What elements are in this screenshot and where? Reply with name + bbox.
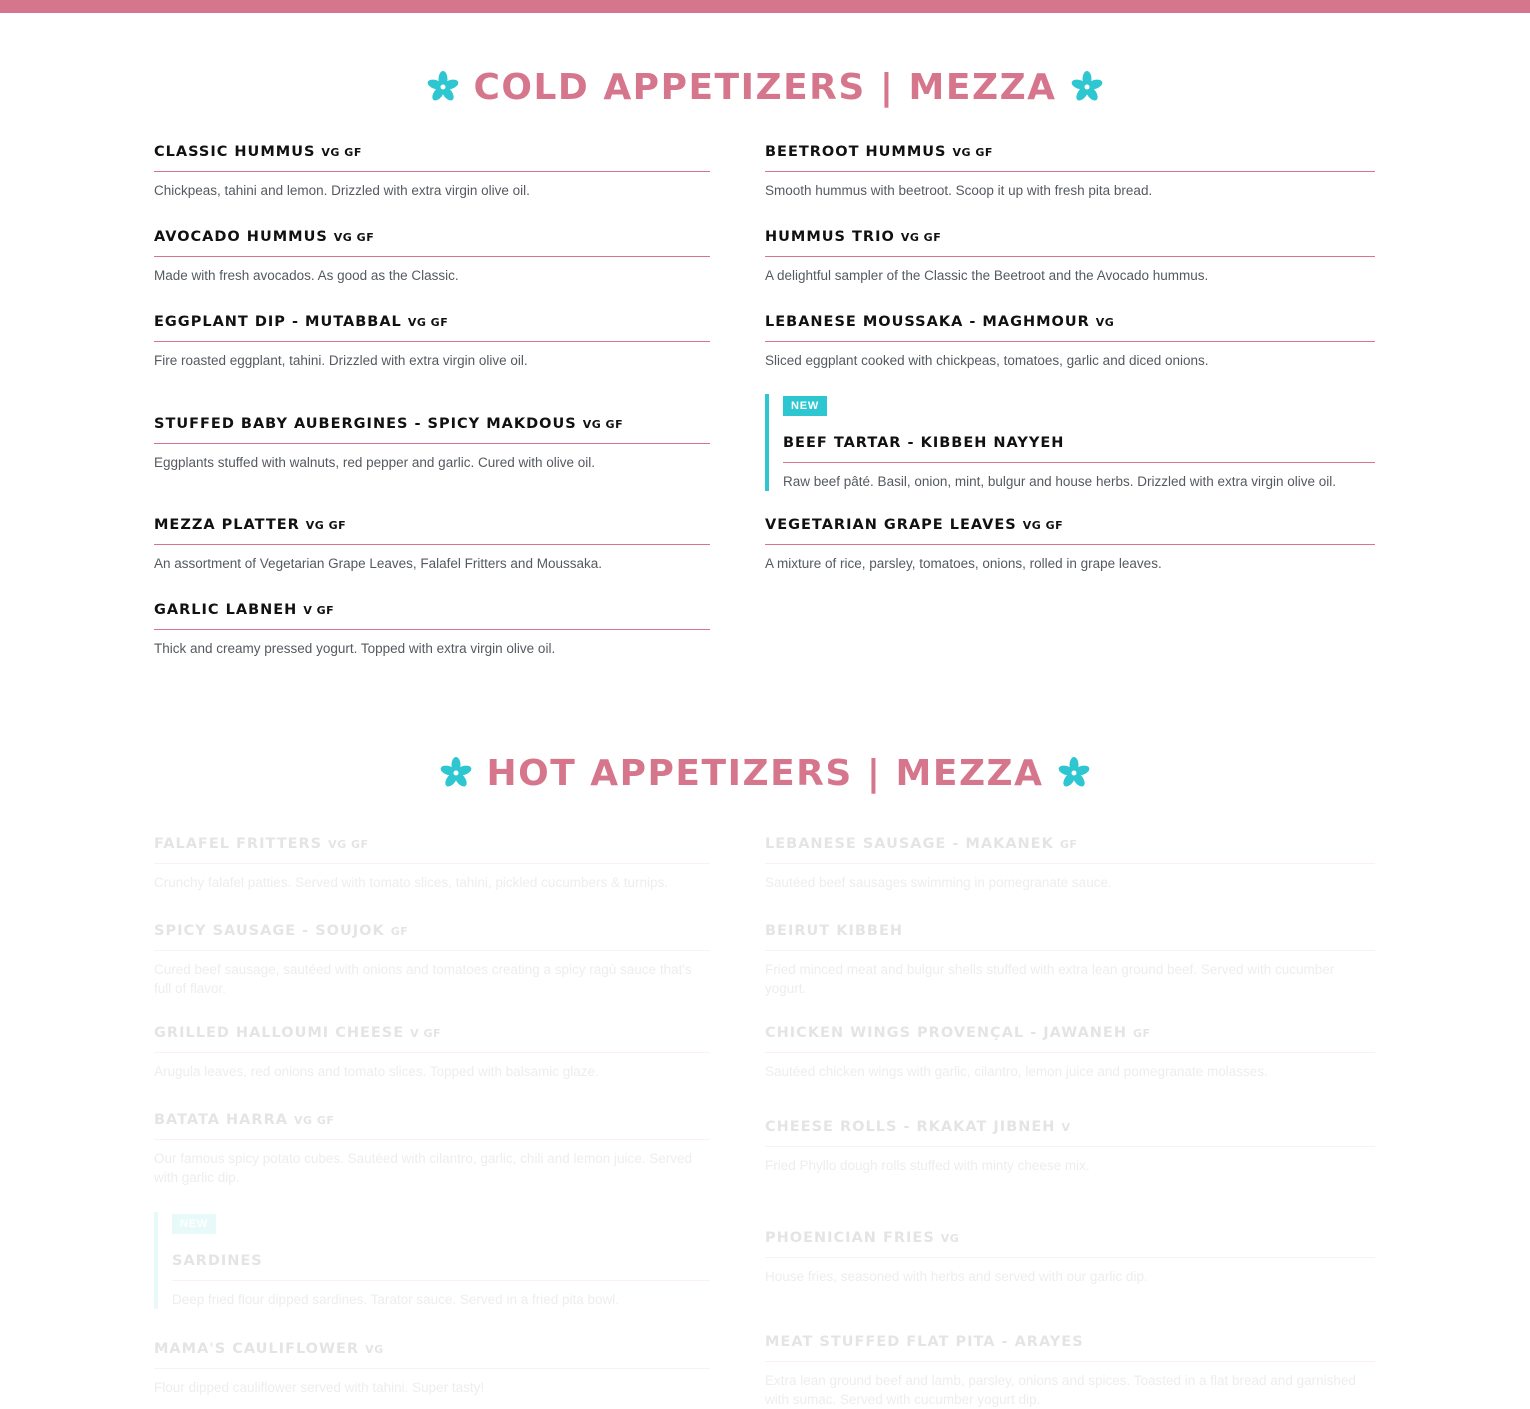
teal-flower-icon	[1071, 71, 1103, 103]
item-name: CLASSIC HUMMUS	[154, 144, 316, 160]
diet-tags: V GF	[303, 603, 335, 617]
diet-tags: VG GF	[582, 417, 624, 431]
item-description: Fried minced meat and bulgur shells stuffed with extra lean ground beef. Served with cucumber yogurt.	[765, 962, 1335, 996]
item-name: BEIRUT KIBBEH	[765, 923, 904, 939]
menu-item	[154, 1109, 710, 1187]
menu-item	[154, 413, 710, 472]
item-description: A mixture of rice, parsley, tomatoes, onions, rolled in grape leaves.	[765, 556, 1162, 571]
item-description: Arugula leaves, red onions and tomato slices. Topped with balsamic glaze.	[154, 1064, 599, 1079]
cold-section-title: COLD APPETIZERS | MEZZA	[473, 66, 1057, 108]
item-description: Cured beef sausage, sautéed with onions and tomatoes creating a spicy ragù sauce that's full of flavor.	[154, 962, 692, 996]
menu-item	[154, 1338, 710, 1397]
diet-tags: VG GF	[952, 145, 993, 159]
item-name: CHICKEN WINGS PROVENÇAL - JAWANEH	[765, 1025, 1127, 1041]
item-name: CHEESE ROLLS - RKAKAT JIBNEH	[765, 1119, 1056, 1135]
item-description: Deep fried flour dipped sardines. Tarator sauce. Served in a fried pita bowl.	[172, 1292, 620, 1307]
item-description: Extra lean ground beef and lamb, parsley, onions and spices. Toasted in a flat bread and garnished with sumac. Served with cucumber yogurt dip.	[765, 1373, 1356, 1407]
item-name: PHOENICIAN FRIES	[765, 1230, 935, 1246]
diet-tags: VG GF	[407, 315, 449, 329]
item-name: MEZZA PLATTER	[154, 517, 300, 533]
item-name: SARDINES	[172, 1253, 263, 1269]
item-description: House fries, seasoned with herbs and served with our garlic dip.	[765, 1269, 1148, 1284]
item-description: Smooth hummus with beetroot. Scoop it up with fresh pita bread.	[765, 183, 1153, 198]
menu-item	[154, 514, 710, 573]
item-description: Raw beef pâté. Basil, onion, mint, bulgur and house herbs. Drizzled with extra virgin olive oil.	[783, 474, 1337, 489]
item-name: BEEF TARTAR - KIBBEH NAYYEH	[783, 435, 1065, 451]
cold-section-heading	[0, 62, 1530, 112]
diet-tags: VG GF	[328, 837, 369, 851]
item-name: HUMMUS TRIO	[765, 229, 895, 245]
menu-item	[154, 599, 710, 658]
menu-item	[765, 833, 1375, 892]
diet-tags: VG GF	[305, 518, 347, 532]
menu-item	[154, 920, 710, 998]
item-description: Eggplants stuffed with walnuts, red pepper and garlic. Cured with olive oil.	[154, 455, 595, 470]
item-description: Fire roasted eggplant, tahini. Drizzled with extra virgin olive oil.	[154, 353, 528, 368]
item-name: LEBANESE SAUSAGE - MAKANEK	[765, 836, 1054, 852]
menu-item	[765, 141, 1375, 200]
item-description: An assortment of Vegetarian Grape Leaves, Falafel Fritters and Moussaka.	[154, 556, 602, 571]
item-name: STUFFED BABY AUBERGINES - SPICY MAKDOUS	[154, 416, 577, 432]
item-description: Sliced eggplant cooked with chickpeas, tomatoes, garlic and diced onions.	[765, 353, 1209, 368]
new-badge: NEW	[783, 396, 827, 416]
diet-tags: VG	[1095, 315, 1115, 329]
item-name: MAMA'S CAULIFLOWER	[154, 1341, 360, 1357]
menu-item	[765, 1331, 1375, 1409]
menu-item	[765, 1022, 1375, 1081]
item-description: Thick and creamy pressed yogurt. Topped with extra virgin olive oil.	[154, 641, 556, 656]
item-description: Made with fresh avocados. As good as the Classic.	[154, 268, 459, 283]
menu-item	[765, 920, 1375, 998]
diet-tags: V	[1061, 1120, 1071, 1134]
teal-flower-icon	[427, 71, 459, 103]
item-name: AVOCADO HUMMUS	[154, 229, 328, 245]
new-badge: NEW	[172, 1214, 216, 1234]
diet-tags: VG	[365, 1342, 384, 1356]
menu-item	[765, 311, 1375, 370]
menu-item	[765, 514, 1375, 573]
item-description: Flour dipped cauliflower served with tahini. Super tasty!	[154, 1380, 485, 1395]
item-name: BATATA HARRA	[154, 1112, 288, 1128]
hot-section-title: HOT APPETIZERS | MEZZA	[486, 752, 1044, 794]
item-description: Sautéed chicken wings with garlic, cilantro, lemon juice and pomegranate molasses.	[765, 1064, 1268, 1079]
item-name: BEETROOT HUMMUS	[765, 144, 947, 160]
diet-tags: VG GF	[333, 230, 375, 244]
item-name: SPICY SAUSAGE - SOUJOK	[154, 923, 385, 939]
top-accent-bar	[0, 0, 1530, 13]
featured-menu-item	[154, 1212, 710, 1309]
teal-flower-icon	[440, 757, 472, 789]
diet-tags: V GF	[410, 1026, 442, 1040]
diet-tags: VG GF	[321, 145, 362, 159]
diet-tags: GF	[1132, 1026, 1151, 1040]
item-name: LEBANESE MOUSSAKA - MAGHMOUR	[765, 314, 1090, 330]
menu-item	[154, 833, 710, 892]
item-description: Chickpeas, tahini and lemon. Drizzled with extra virgin olive oil.	[154, 183, 530, 198]
featured-menu-item	[765, 394, 1375, 491]
item-description: A delightful sampler of the Classic the Beetroot and the Avocado hummus.	[765, 268, 1209, 283]
diet-tags: GF	[390, 924, 409, 938]
item-name: FALAFEL FRITTERS	[154, 836, 323, 852]
diet-tags: VG GF	[900, 230, 942, 244]
diet-tags: GF	[1059, 837, 1078, 851]
menu-item	[765, 1116, 1375, 1175]
teal-flower-icon	[1058, 757, 1090, 789]
item-name: GRILLED HALLOUMI CHEESE	[154, 1025, 405, 1041]
item-name: GARLIC LABNEH	[154, 602, 298, 618]
item-name: VEGETARIAN GRAPE LEAVES	[765, 517, 1017, 533]
item-description: Sautéed beef sausages swimming in pomegranate sauce.	[765, 875, 1112, 890]
item-description: Fried Phyllo dough rolls stuffed with minty cheese mix.	[765, 1158, 1090, 1173]
item-name: MEAT STUFFED FLAT PITA - ARAYES	[765, 1334, 1084, 1350]
hot-section-heading	[0, 748, 1530, 798]
menu-item	[154, 311, 710, 370]
item-name: EGGPLANT DIP - MUTABBAL	[154, 314, 402, 330]
item-description: Our famous spicy potato cubes. Sautéed with cilantro, garlic, chili and lemon juice. Served with garlic dip.	[154, 1151, 693, 1185]
menu-item	[154, 141, 710, 200]
item-description: Crunchy falafel patties. Served with tomato slices, tahini, pickled cucumbers & turnips.	[154, 875, 668, 890]
menu-item	[765, 226, 1375, 285]
diet-tags: VG	[940, 1231, 960, 1245]
menu-item	[154, 226, 710, 285]
menu-item	[765, 1227, 1375, 1286]
diet-tags: VG GF	[293, 1113, 335, 1127]
menu-item	[154, 1022, 710, 1081]
diet-tags: VG GF	[1022, 518, 1064, 532]
